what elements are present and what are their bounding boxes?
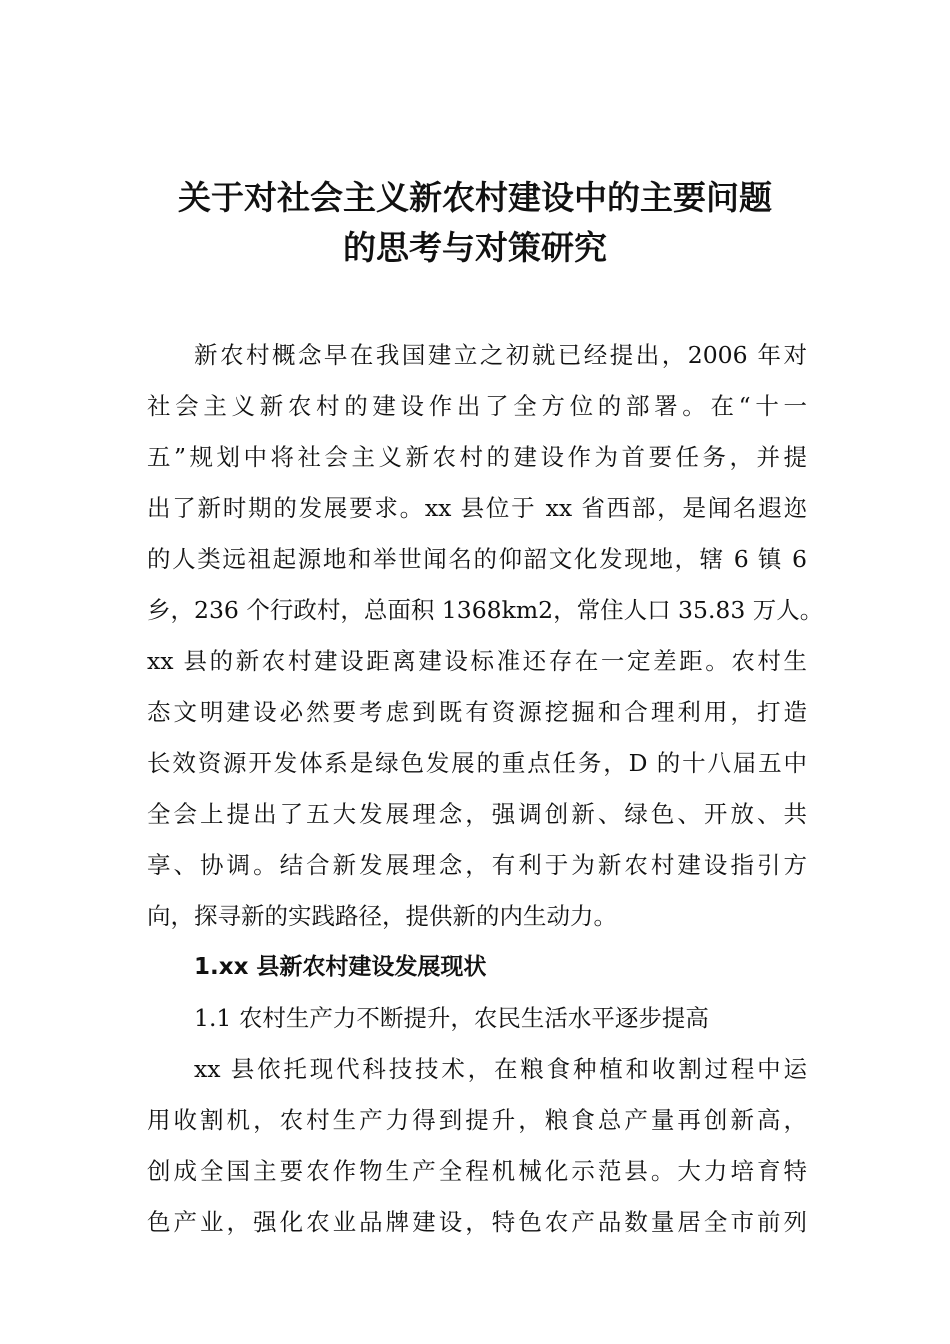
paragraph-line: 出了新时期的发展要求。xx 县位于 xx 省西部，是闻名遐迩 (147, 494, 807, 522)
document-title-line-1: 关于对社会主义新农村建设中的主要问题 (178, 178, 772, 217)
paragraph-line: xx 县依托现代科技技术，在粮食种植和收割过程中运 (194, 1055, 807, 1083)
paragraph-line: 乡，236 个行政村，总面积 1368km2，常住人口 35.83 万人。 (147, 596, 824, 624)
document-body (147, 330, 824, 1248)
paragraph-line: 社会主义新农村的建设作出了全方位的部署。在“十一 (147, 392, 807, 420)
paragraph-line: 色产业，强化农业品牌建设，特色农产品数量居全市前列 (147, 1208, 807, 1236)
paragraph-line: 全会上提出了五大发展理念，强调创新、绿色、开放、共 (147, 800, 807, 828)
paragraph-line: xx 县的新农村建设距离建设标准还存在一定差距。农村生 (147, 647, 807, 675)
paragraph-line: 享、协调。结合新发展理念，有利于为新农村建设指引方 (147, 851, 807, 879)
paragraph-line: 长效资源开发体系是绿色发展的重点任务，D 的十八届五中 (147, 749, 807, 777)
subsection-heading: 1.1 农村生产力不断提升，农民生活水平逐步提高 (194, 1004, 709, 1032)
paragraph-line: 创成全国主要农作物生产全程机械化示范县。大力培育特 (147, 1157, 807, 1185)
paragraph-line: 的人类远祖起源地和举世闻名的仰韶文化发现地，辖 6 镇 6 (147, 545, 807, 573)
document-title-line-2: 的思考与对策研究 (343, 228, 607, 267)
paragraph-line: 用收割机，农村生产力得到提升，粮食总产量再创新高， (147, 1106, 807, 1134)
paragraph-line: 新农村概念早在我国建立之初就已经提出，2006 年对 (194, 341, 807, 369)
paragraph-line: 五”规划中将社会主义新农村的建设作为首要任务，并提 (147, 443, 807, 471)
section-heading: 1.xx 县新农村建设发展现状 (194, 954, 487, 980)
paragraph-line: 态文明建设必然要考虑到既有资源挖掘和合理利用，打造 (147, 698, 807, 726)
paragraph-line: 向，探寻新的实践路径，提供新的内生动力。 (147, 902, 617, 930)
